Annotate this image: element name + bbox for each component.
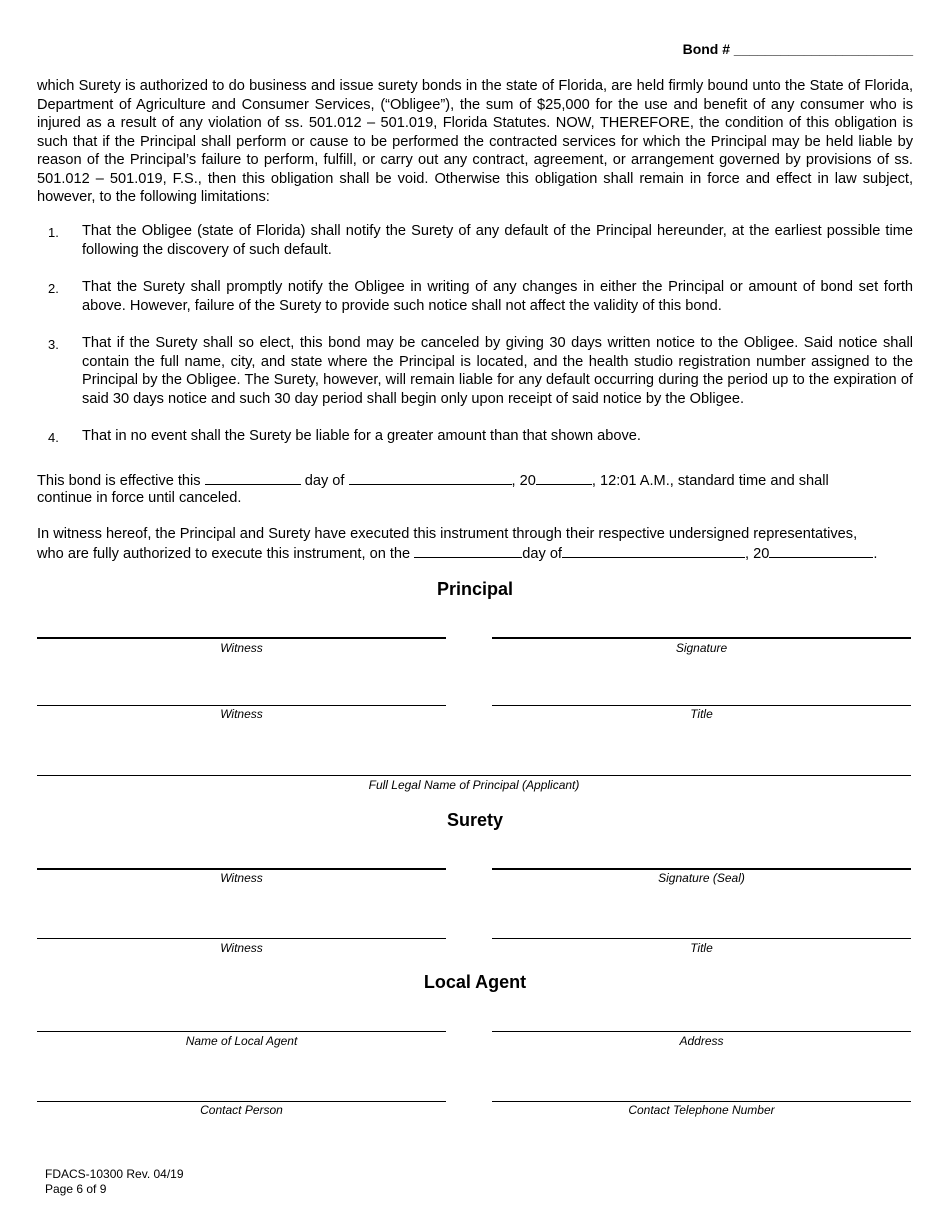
local-agent-name-line[interactable] bbox=[37, 1031, 446, 1032]
limitation-text: That the Surety shall promptly notify the Obligee in writing of any changes in either the Principal or amount of bond set forth above. However, failure of the Surety to provide such notice shall not affect the validity of this bond. bbox=[82, 279, 913, 314]
principal-heading: Principal bbox=[436, 579, 514, 599]
surety-title-label: Title bbox=[690, 941, 713, 955]
principal-signature-label: Signature bbox=[675, 641, 728, 655]
effective-day-of-label: day of bbox=[304, 473, 345, 489]
local-agent-name-label: Name of Local Agent bbox=[185, 1034, 298, 1048]
contact-person-line[interactable] bbox=[37, 1101, 446, 1102]
witness-statement-line-2 bbox=[37, 543, 877, 564]
witness-month-field[interactable] bbox=[562, 543, 745, 558]
contact-telephone-label: Contact Telephone Number bbox=[628, 1103, 775, 1117]
limitation-text: That in no event shall the Surety be liable for a greater amount than that shown above. bbox=[82, 428, 641, 444]
witness-year-field[interactable] bbox=[769, 543, 873, 558]
principal-full-name-label: Full Legal Name of Principal (Applicant) bbox=[368, 778, 580, 792]
limitation-number: 1. bbox=[48, 225, 59, 240]
effective-year-prefix: , 20 bbox=[511, 473, 536, 489]
witness-year-prefix: , 20 bbox=[745, 546, 770, 562]
surety-signature-label: Signature (Seal) bbox=[658, 871, 745, 885]
surety-title-line[interactable] bbox=[492, 938, 911, 939]
local-agent-address-line[interactable] bbox=[492, 1031, 911, 1032]
principal-title-label: Title bbox=[690, 707, 713, 721]
effective-date-line-2: continue in force until canceled. bbox=[37, 490, 242, 506]
limitation-text: That the Obligee (state of Florida) shall notify the Surety of any default of the Principal hereunder, at the earliest possible time following the discovery of such default. bbox=[82, 223, 913, 258]
surety-witness-2-line[interactable] bbox=[37, 938, 446, 939]
principal-witness-2-line[interactable] bbox=[37, 705, 446, 706]
effective-day-field[interactable] bbox=[205, 470, 301, 485]
principal-title-line[interactable] bbox=[492, 705, 911, 706]
witness-prefix: who are fully authorized to execute this instrument, on the bbox=[37, 546, 411, 562]
local-agent-address-label: Address bbox=[679, 1034, 724, 1048]
effective-year-field[interactable] bbox=[536, 470, 592, 485]
principal-witness-2-label: Witness bbox=[220, 707, 263, 721]
surety-witness-1-line[interactable] bbox=[37, 868, 446, 870]
intro-paragraph: which Surety is authorized to do business and issue surety bonds in the state of Florida, are held firmly bound unto the State of Florida, Department of Agriculture and Consumer Services, (“Obligee”), the sum of $25,000 for the use and benefit of any consumer who is injured as a result of any violation of ss. 501.012 – 501.019, Florida Statutes. NOW, THEREFORE, the condition of this obligation is such that if the Principal shall perform or cause to be performed the contracted services for which the Principal may be held liable by reason of the Principal’s failure to perform, fulfill, or carry out any contract, agreement, or arrangement governed by provisions of ss. 501.012 – 501.019, F.S., then this obligation shall be void. Otherwise this obligation shall remain in force and effect in law subject, however, to the following limitations: bbox=[37, 78, 913, 205]
effective-prefix: This bond is effective this bbox=[37, 473, 201, 489]
local-agent-heading: Local Agent bbox=[423, 972, 527, 992]
witness-day-of-label: day of bbox=[522, 546, 562, 562]
effective-suffix: , 12:01 A.M., standard time and shall bbox=[591, 473, 829, 489]
principal-witness-1-line[interactable] bbox=[37, 637, 446, 639]
principal-witness-1-label: Witness bbox=[220, 641, 263, 655]
bond-number-field[interactable]: Bond # _______________________ bbox=[682, 41, 913, 57]
limitation-text: That if the Surety shall so elect, this bond may be canceled by giving 30 days written notice to the Obligee. Said notice shall contain the full name, city, and state where the Principal is located, and the health studio registration number assigned to the Principal by the Obligee. The Surety, however, will remain liable for any default occurring during the period up to the expiration of said 30 days notice and such 30 day period shall begin only upon receipt of said notice by the Obligee. bbox=[82, 335, 913, 407]
surety-witness-2-label: Witness bbox=[220, 941, 263, 955]
surety-heading: Surety bbox=[446, 810, 504, 830]
limitation-number: 3. bbox=[48, 337, 59, 352]
limitation-number: 4. bbox=[48, 430, 59, 445]
witness-period: . bbox=[873, 546, 878, 562]
page-number: Page 6 of 9 bbox=[45, 1182, 107, 1196]
contact-telephone-line[interactable] bbox=[492, 1101, 911, 1102]
form-id: FDACS-10300 Rev. 04/19 bbox=[45, 1167, 184, 1181]
contact-person-label: Contact Person bbox=[200, 1103, 283, 1117]
effective-date-line bbox=[37, 470, 829, 491]
principal-full-name-line[interactable] bbox=[37, 775, 911, 776]
limitation-number: 2. bbox=[48, 281, 59, 296]
effective-month-field[interactable] bbox=[349, 470, 512, 485]
witness-day-field[interactable] bbox=[414, 543, 522, 558]
principal-signature-line[interactable] bbox=[492, 637, 911, 639]
surety-signature-line[interactable] bbox=[492, 868, 911, 870]
surety-witness-1-label: Witness bbox=[220, 871, 263, 885]
witness-statement-line-1: In witness hereof, the Principal and Surety have executed this instrument through their respective undersigned representatives, bbox=[37, 526, 858, 542]
